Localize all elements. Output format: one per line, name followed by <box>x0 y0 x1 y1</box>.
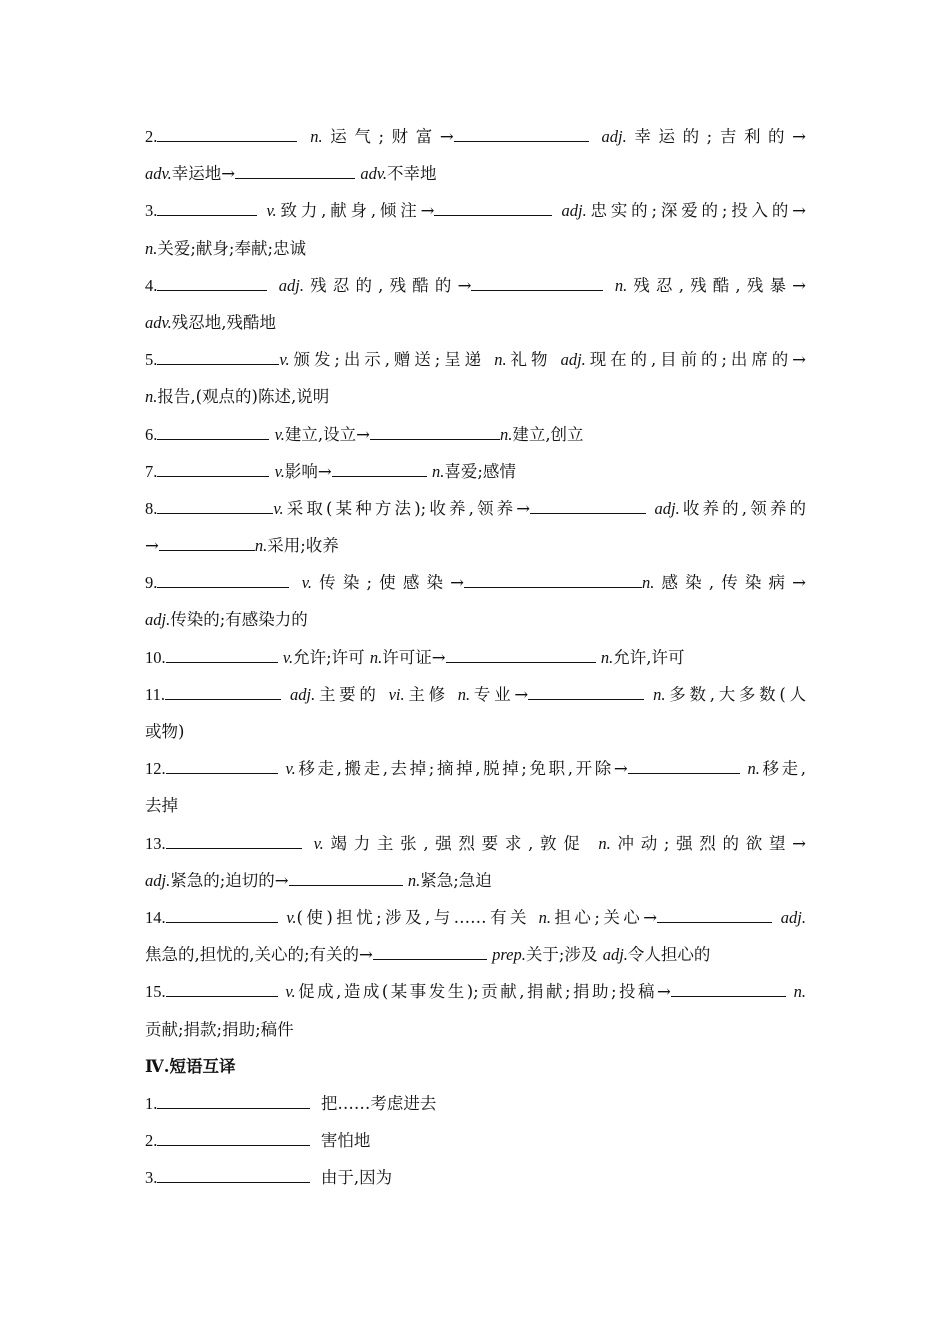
part-of-speech: n. <box>614 275 628 295</box>
definition-text: 残忍地,残酷地 <box>171 312 276 332</box>
exercise-line <box>145 378 806 415</box>
answer-blank[interactable] <box>157 1144 310 1146</box>
definition-text: 移走,搬走,去掉;摘掉,脱掉;免职,开除→ <box>295 759 628 779</box>
definition-text: 忠实的;深爱的;投入的→ <box>586 201 807 221</box>
answer-blank[interactable] <box>157 438 269 440</box>
exercise-line <box>145 676 806 713</box>
definition-text: 或物) <box>145 722 185 741</box>
item-number: 8. <box>145 498 158 518</box>
definition-text: 关爱;献身;奉献;忠诚 <box>157 238 307 258</box>
definition-text: 传染的;有感染力的 <box>170 610 308 630</box>
definition-text: 报告,(观点的)陈述,说明 <box>157 387 330 407</box>
exercise-line <box>145 341 806 378</box>
definition-text: 移走, <box>759 759 807 779</box>
answer-blank[interactable] <box>530 512 646 514</box>
definition-text <box>646 499 654 518</box>
definition-text <box>278 908 287 927</box>
answer-blank[interactable] <box>657 921 772 923</box>
answer-blank[interactable] <box>166 772 278 774</box>
definition-text: 感染,传染病→ <box>654 573 807 593</box>
exercise-line <box>145 267 806 304</box>
exercise-line <box>145 713 806 750</box>
exercise-line <box>145 973 806 1010</box>
answer-blank[interactable] <box>157 512 273 514</box>
part-of-speech: adj. <box>560 350 586 370</box>
definition-text: (使)担忧;涉及,与……有关 <box>296 907 539 927</box>
definition-text: 紧急;急迫 <box>420 870 492 890</box>
definition-text: 担心;关心→ <box>551 907 658 927</box>
definition-text <box>281 685 290 704</box>
part-of-speech: n. <box>407 870 421 890</box>
part-of-speech: vi. <box>388 684 405 704</box>
definition-text: 专业→ <box>470 684 529 704</box>
definition-text: 冲动;强烈的欲望→ <box>610 833 806 853</box>
answer-blank[interactable] <box>671 995 786 997</box>
exercise-line <box>145 230 806 267</box>
answer-blank[interactable] <box>157 214 257 216</box>
part-of-speech: n. <box>431 461 445 481</box>
part-of-speech: n. <box>499 424 513 444</box>
part-of-speech: adj. <box>561 201 587 221</box>
definition-text: 主要的 <box>315 684 389 704</box>
definition-text: 运气;财富→ <box>322 127 454 146</box>
item-number: 5. <box>145 350 158 370</box>
phrase-item <box>145 1122 806 1159</box>
exercise-line <box>145 1011 806 1048</box>
definition-text: 残忍,残酷,残暴→ <box>627 275 806 295</box>
answer-blank[interactable] <box>434 214 552 216</box>
part-of-speech: adj. <box>780 907 806 927</box>
definition-text: 允许;许可 <box>293 647 370 667</box>
part-of-speech: adv. <box>145 164 172 184</box>
exercise-line <box>145 118 806 155</box>
definition-text: 现在的,目前的;出席的→ <box>585 350 806 370</box>
section-title: Ⅳ.短语互译 <box>145 1056 236 1076</box>
answer-blank[interactable] <box>166 847 302 849</box>
part-of-speech: adv. <box>360 164 388 184</box>
part-of-speech: n. <box>145 387 158 407</box>
definition-text <box>589 127 602 146</box>
part-of-speech: n. <box>598 833 611 853</box>
part-of-speech: adj. <box>290 684 316 704</box>
item-number: 9. <box>145 573 158 593</box>
exercise-line <box>145 936 806 973</box>
definition-text <box>302 834 314 853</box>
answer-blank[interactable] <box>157 140 297 142</box>
part-of-speech: n. <box>747 759 760 779</box>
part-of-speech: adj. <box>145 610 171 630</box>
definition-text: 允许,许可 <box>613 647 685 667</box>
vocabulary-list <box>145 118 806 1048</box>
answer-blank[interactable] <box>159 549 255 551</box>
answer-blank[interactable] <box>454 140 589 142</box>
definition-text <box>786 982 794 1001</box>
definition-text: 采用;收养 <box>267 536 339 556</box>
item-number: 13. <box>145 833 166 853</box>
phrase-item <box>145 1159 806 1196</box>
part-of-speech: n. <box>145 238 158 258</box>
exercise-line <box>145 453 806 490</box>
part-of-speech: n. <box>310 127 323 146</box>
definition-text: 传染;使感染→ <box>312 573 464 593</box>
item-number: 2. <box>145 1131 158 1151</box>
item-number: 6. <box>145 424 158 444</box>
definition-text <box>740 759 748 778</box>
exercise-line <box>145 825 806 862</box>
definition-text: → <box>145 536 159 556</box>
part-of-speech: n. <box>457 684 471 704</box>
part-of-speech: v. <box>286 907 297 927</box>
part-of-speech: prep. <box>492 945 526 965</box>
answer-blank[interactable] <box>166 921 278 923</box>
answer-blank[interactable] <box>528 698 644 700</box>
exercise-line <box>145 750 806 787</box>
definition-text <box>267 276 278 295</box>
part-of-speech: n. <box>641 573 655 593</box>
item-number: 2. <box>145 127 158 146</box>
answer-blank[interactable] <box>332 475 427 477</box>
part-of-speech: n. <box>538 907 552 927</box>
answer-blank[interactable] <box>471 289 603 291</box>
part-of-speech: n. <box>793 982 807 1002</box>
answer-blank[interactable] <box>157 586 289 588</box>
item-number: 12. <box>145 759 166 779</box>
part-of-speech: v. <box>273 498 284 518</box>
definition-text: 多数,大多数(人 <box>665 684 807 704</box>
answer-blank[interactable] <box>165 698 281 700</box>
definition-text: 促成,造成(某事发生);贡献,捐献;捐助;投稿→ <box>295 982 671 1002</box>
definition-text: 建立,设立→ <box>284 424 370 444</box>
part-of-speech: n. <box>653 684 666 704</box>
exercise-line <box>145 787 806 824</box>
part-of-speech: v. <box>274 424 285 444</box>
part-of-speech: adj. <box>602 945 628 965</box>
definition-text: 颁发;出示,赠送;呈递 <box>289 350 495 370</box>
definition-text: 收养的,领养的 <box>679 498 806 518</box>
part-of-speech: n. <box>254 536 268 556</box>
part-of-speech: v. <box>285 759 296 779</box>
answer-blank[interactable] <box>464 586 642 588</box>
exercise-line <box>145 527 806 564</box>
definition-text: 礼物 <box>506 350 561 370</box>
exercise-line <box>145 155 806 192</box>
phrase-translation-section <box>145 1048 806 1197</box>
definition-text: 许可证→ <box>382 647 446 667</box>
definition-text: 竭力主张,强烈要求,敦促 <box>323 833 599 853</box>
definition-text: 建立,创立 <box>512 424 584 444</box>
exercise-content <box>145 118 806 1196</box>
definition-text <box>289 573 301 592</box>
answer-blank[interactable] <box>628 772 740 774</box>
phrase-text: 把……考虑进去 <box>320 1093 437 1113</box>
item-number: 11. <box>145 684 166 704</box>
answer-blank[interactable] <box>235 177 355 179</box>
part-of-speech: v. <box>279 350 290 370</box>
definition-text: 不幸地 <box>387 164 437 184</box>
answer-blank[interactable] <box>166 995 278 997</box>
answer-blank[interactable] <box>157 475 269 477</box>
answer-blank[interactable] <box>446 661 596 663</box>
answer-blank[interactable] <box>373 958 487 960</box>
exercise-line <box>145 639 806 676</box>
part-of-speech: n. <box>494 350 507 370</box>
part-of-speech: adj. <box>654 498 680 518</box>
answer-blank[interactable] <box>370 438 500 440</box>
definition-text: 令人担心的 <box>627 945 711 965</box>
definition-text <box>644 685 653 704</box>
part-of-speech: v. <box>285 982 296 1002</box>
part-of-speech: v. <box>301 573 313 593</box>
part-of-speech: n. <box>369 647 383 667</box>
part-of-speech: adj. <box>601 127 627 146</box>
part-of-speech: v. <box>274 461 285 481</box>
definition-text: 幸运的;吉利的→ <box>626 127 806 146</box>
answer-blank[interactable] <box>157 289 267 291</box>
definition-text: 紧急的;迫切的→ <box>170 870 289 890</box>
part-of-speech: adj. <box>145 870 171 890</box>
definition-text: 主修 <box>404 684 458 704</box>
definition-text: 幸运地→ <box>171 164 236 184</box>
phrase-text: 害怕地 <box>320 1131 371 1151</box>
item-number: 15. <box>145 982 166 1002</box>
phrase-item <box>145 1085 806 1122</box>
part-of-speech: v. <box>266 201 277 221</box>
definition-text <box>278 759 286 778</box>
item-number: 4. <box>145 275 158 295</box>
item-number: 3. <box>145 1168 158 1188</box>
phrase-text: 由于,因为 <box>320 1168 393 1188</box>
exercise-line <box>145 862 806 899</box>
exercise-line <box>145 304 806 341</box>
exercise-line <box>145 899 806 936</box>
exercise-line <box>145 416 806 453</box>
part-of-speech: v. <box>313 833 324 853</box>
part-of-speech: n. <box>600 647 614 667</box>
definition-text: 关于;涉及 <box>525 945 603 965</box>
definition-text: 焦急的,担忧的,关心的;有关的→ <box>145 945 373 965</box>
item-number: 1. <box>145 1093 158 1113</box>
definition-text: 影响→ <box>284 461 332 481</box>
definition-text: 贡献;捐款;捐助;稿件 <box>145 1019 294 1039</box>
definition-text <box>603 276 614 295</box>
part-of-speech: adj. <box>278 275 305 295</box>
definition-text <box>772 908 781 927</box>
part-of-speech: adv. <box>145 312 172 332</box>
part-of-speech: v. <box>282 647 294 667</box>
item-number: 10. <box>145 647 166 667</box>
definition-text: 致力,献身,倾注→ <box>276 201 435 221</box>
exercise-line <box>145 490 806 527</box>
answer-blank[interactable] <box>166 661 278 663</box>
definition-text <box>297 127 310 146</box>
item-number: 14. <box>145 907 166 927</box>
definition-text: 去掉 <box>145 796 178 816</box>
item-number: 7. <box>145 461 158 481</box>
item-number: 3. <box>145 201 158 221</box>
definition-text: 喜爱;感情 <box>444 461 516 481</box>
definition-text: 残忍的,残酷的→ <box>304 275 472 295</box>
exercise-line <box>145 564 806 601</box>
exercise-line <box>145 601 806 638</box>
answer-blank[interactable] <box>157 363 279 365</box>
answer-blank[interactable] <box>157 1107 310 1109</box>
exercise-line <box>145 192 806 229</box>
answer-blank[interactable] <box>289 884 403 886</box>
definition-text: 采取(某种方法);收养,领养→ <box>283 498 531 518</box>
answer-blank[interactable] <box>157 1181 310 1183</box>
